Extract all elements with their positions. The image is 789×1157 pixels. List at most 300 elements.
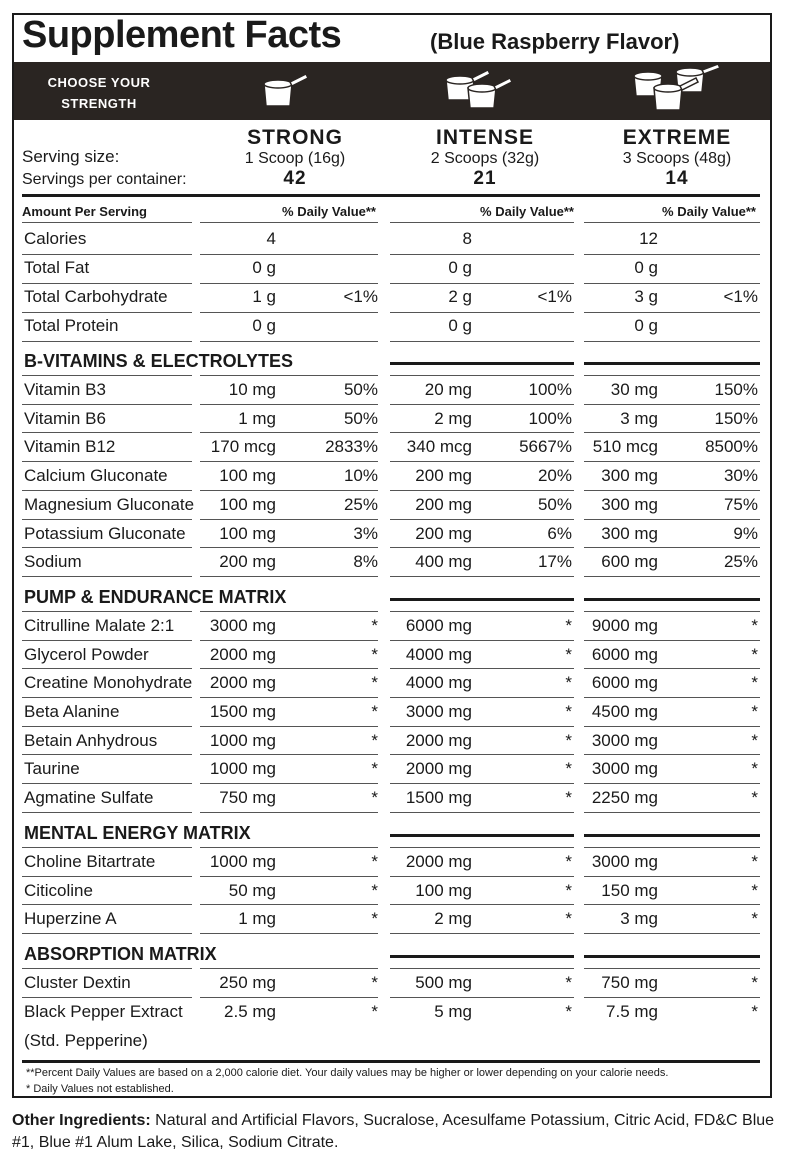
- row-rule: [390, 461, 574, 462]
- nutrient-amount: 150 mg: [601, 880, 658, 900]
- row-rule: [390, 640, 574, 641]
- row-rule: [584, 283, 760, 284]
- nutrient-dv: 100%: [528, 380, 572, 399]
- row-rule: [22, 611, 192, 612]
- row-rule: [200, 341, 378, 342]
- row-rule: [200, 697, 378, 698]
- nutrient-amount: 3000 mg: [591, 730, 658, 750]
- nutrient-dv: 6%: [547, 523, 572, 543]
- servings-extreme: 14: [665, 168, 689, 189]
- dv-header-strong: % Daily Value**: [282, 204, 376, 219]
- row-rule: [22, 490, 192, 491]
- servings-intense: 21: [473, 168, 497, 189]
- nutrient-dv: *: [751, 615, 758, 635]
- nutrient-dv: 10%: [343, 466, 378, 486]
- row-rule: [200, 812, 378, 813]
- tier-intense-title: INTENSE: [435, 126, 534, 149]
- row-rule: [584, 726, 760, 727]
- nutrient-amount: 2 mg: [434, 408, 472, 428]
- section-rule: [584, 955, 760, 958]
- nutrient-amount: 20 mg: [424, 380, 472, 399]
- nutrient-dv: 17%: [537, 552, 572, 572]
- nutrient-dv: 8500%: [705, 437, 758, 457]
- nutrient-dv: 2833%: [325, 437, 378, 457]
- nutrient-amount: 2000 mg: [405, 759, 472, 779]
- row-rule: [390, 312, 574, 313]
- nutrient-amount: 100 mg: [415, 880, 472, 900]
- row-rule: [200, 668, 378, 669]
- nutrient-dv: *: [751, 788, 758, 808]
- nutrient-dv: *: [751, 730, 758, 750]
- nutrient-amount: 500 mg: [415, 972, 472, 992]
- nutrient-amount: 0 g: [634, 316, 658, 335]
- nutrient-amount: 170 mcg: [210, 437, 276, 457]
- section-rule: [584, 834, 760, 837]
- servings-per-container-label: Servings per container:: [22, 171, 187, 188]
- nutrient-dv: *: [371, 673, 378, 693]
- row-rule: [200, 876, 378, 877]
- row-rule: [22, 341, 192, 342]
- nutrient-amount: 3 g: [634, 287, 658, 306]
- row-rule: [390, 375, 574, 376]
- row-rule: [22, 997, 192, 998]
- nutrient-amount: 3 mg: [620, 909, 658, 929]
- nutrient-dv: 20%: [537, 466, 572, 486]
- row-rule: [200, 847, 378, 848]
- nutrient-name: Cluster Dextin: [24, 972, 131, 992]
- row-rule: [200, 312, 378, 313]
- nutrient-name: Sodium: [24, 552, 82, 572]
- row-rule: [22, 754, 192, 755]
- row-rule: [390, 997, 574, 998]
- nutrient-amount: 3 mg: [620, 408, 658, 428]
- section-rule: [584, 598, 760, 601]
- row-rule: [390, 576, 574, 577]
- row-rule: [22, 312, 192, 313]
- three-scoops-icon: [632, 62, 732, 120]
- tier-strong-title: STRONG: [247, 126, 343, 149]
- row-rule: [200, 968, 378, 969]
- row-rule: [584, 312, 760, 313]
- nutrient-dv: *: [751, 972, 758, 992]
- nutrient-name: Creatine Monohydrate: [24, 673, 193, 693]
- nutrient-name: Vitamin B12: [24, 437, 116, 457]
- row-rule: [390, 933, 574, 934]
- nutrient-dv: *: [371, 730, 378, 750]
- row-rule: [200, 375, 378, 376]
- nutrient-amount: 2000 mg: [209, 673, 276, 693]
- row-rule: [390, 847, 574, 848]
- nutrient-dv: <1%: [723, 287, 758, 306]
- row-rule: [584, 222, 760, 223]
- nutrient-dv: *: [565, 851, 572, 871]
- nutrient-dv: *: [371, 702, 378, 721]
- row-rule: [390, 668, 574, 669]
- nutrient-amount: 4000 mg: [405, 673, 472, 693]
- nutrient-amount: 1500 mg: [209, 702, 276, 721]
- nutrient-name: Calcium Gluconate: [24, 466, 168, 486]
- row-rule: [22, 375, 192, 376]
- nutrient-amount: 6000 mg: [405, 615, 472, 635]
- nutrient-amount: 2250 mg: [591, 788, 658, 808]
- nutrient-name: Citicoline: [24, 880, 93, 900]
- nutrient-dv: *: [371, 644, 378, 664]
- nutrient-amount: 750 mg: [219, 788, 276, 808]
- row-rule: [390, 611, 574, 612]
- row-rule: [200, 640, 378, 641]
- nutrient-dv: *: [565, 615, 572, 635]
- other-ingredients-label: Other Ingredients:: [12, 1112, 151, 1129]
- nutrient-amount: 100 mg: [219, 523, 276, 543]
- nutrient-dv: *: [751, 702, 758, 721]
- nutrient-dv: *: [751, 851, 758, 871]
- row-rule: [584, 341, 760, 342]
- nutrient-amount: 2000 mg: [209, 644, 276, 664]
- section-title: B-VITAMINS & ELECTROLYTES: [24, 351, 294, 371]
- nutrient-dv: *: [371, 909, 378, 929]
- nutrient-amount: 4: [266, 229, 276, 248]
- serving-size-extreme: 3 Scoops (48g): [622, 150, 732, 167]
- nutrient-dv: *: [565, 644, 572, 664]
- row-rule: [22, 847, 192, 848]
- other-ingredients: [12, 1110, 782, 1154]
- row-rule: [584, 461, 760, 462]
- tier-extreme-title: EXTREME: [622, 126, 732, 149]
- dv-header-intense: % Daily Value**: [480, 204, 574, 219]
- row-rule: [390, 283, 574, 284]
- nutrient-dv: 50%: [343, 408, 378, 428]
- nutrient-dv: *: [751, 673, 758, 693]
- section-rule: [390, 955, 574, 958]
- nutrient-amount: 300 mg: [601, 466, 658, 486]
- row-rule: [390, 490, 574, 491]
- nutrient-dv: *: [371, 759, 378, 779]
- row-rule: [200, 933, 378, 934]
- nutrient-amount: 200 mg: [415, 523, 472, 543]
- section-rule: [390, 834, 574, 837]
- row-rule: [584, 783, 760, 784]
- nutrient-name: Betain Anhydrous: [24, 730, 158, 750]
- amount-per-serving-label: Amount Per Serving: [22, 204, 147, 219]
- nutrient-dv: 5667%: [519, 437, 572, 457]
- row-rule: [584, 876, 760, 877]
- nutrient-amount: 9000 mg: [591, 615, 658, 635]
- nutrient-amount: 2 mg: [434, 909, 472, 929]
- nutrient-dv: 25%: [723, 552, 758, 572]
- nutrient-amount: 250 mg: [219, 972, 276, 992]
- row-rule: [390, 783, 574, 784]
- nutrient-amount: 510 mcg: [592, 437, 658, 457]
- nutrient-amount: 200 mg: [415, 494, 472, 514]
- nutrient-name: Total Protein: [24, 316, 119, 335]
- row-rule: [22, 783, 192, 784]
- nutrient-name: Black Pepper Extract: [24, 1001, 183, 1021]
- row-rule: [22, 432, 192, 433]
- nutrient-amount: 3000 mg: [405, 702, 472, 721]
- nutrient-dv: 150%: [714, 380, 758, 399]
- one-scoop-icon: [256, 62, 316, 120]
- nutrient-name: Total Carbohydrate: [24, 287, 168, 306]
- label-title: Supplement Facts: [22, 14, 342, 56]
- row-rule: [200, 254, 378, 255]
- nutrient-amount: 1000 mg: [209, 759, 276, 779]
- nutrient-name: Glycerol Powder: [24, 644, 149, 664]
- nutrient-name: Magnesium Gluconate: [24, 494, 195, 514]
- row-rule: [390, 726, 574, 727]
- nutrient-amount: 3000 mg: [591, 851, 658, 871]
- row-rule: [390, 404, 574, 405]
- nutrient-dv: *: [371, 1001, 378, 1021]
- serving-size-intense: 2 Scoops (32g): [430, 150, 540, 167]
- nutrient-amount: 5 mg: [434, 1001, 472, 1021]
- row-rule: [200, 283, 378, 284]
- row-rule: [22, 640, 192, 641]
- nutrient-dv: *: [565, 1001, 572, 1021]
- row-rule: [584, 812, 760, 813]
- nutrient-dv: 9%: [733, 523, 758, 543]
- nutrient-dv: *: [565, 909, 572, 929]
- row-rule: [390, 697, 574, 698]
- row-rule: [584, 576, 760, 577]
- row-rule: [390, 904, 574, 905]
- nutrient-dv: <1%: [343, 287, 378, 306]
- row-rule: [584, 668, 760, 669]
- dv-header-extreme: % Daily Value**: [662, 204, 756, 219]
- row-rule: [584, 640, 760, 641]
- row-rule: [584, 254, 760, 255]
- row-rule: [390, 876, 574, 877]
- nutrient-dv: *: [565, 972, 572, 992]
- row-rule: [390, 754, 574, 755]
- nutrient-name: Potassium Gluconate: [24, 523, 186, 543]
- row-rule: [584, 404, 760, 405]
- row-rule: [584, 997, 760, 998]
- serving-size-strong: 1 Scoop (16g): [244, 150, 346, 167]
- row-rule: [22, 547, 192, 548]
- nutrient-dv: *: [565, 880, 572, 900]
- nutrient-name: Taurine: [24, 759, 80, 779]
- nutrient-dv: *: [751, 880, 758, 900]
- row-rule: [390, 222, 574, 223]
- row-rule: [390, 432, 574, 433]
- nutrient-amount: 4500 mg: [591, 702, 658, 721]
- nutrient-amount: 200 mg: [219, 552, 276, 572]
- row-rule: [390, 968, 574, 969]
- nutrient-amount: 4000 mg: [405, 644, 472, 664]
- nutrient-amount: 0 g: [448, 258, 472, 277]
- nutrient-amount: 1000 mg: [209, 851, 276, 871]
- row-rule: [200, 726, 378, 727]
- nutrient-dv: *: [565, 788, 572, 808]
- nutrient-dv: *: [565, 673, 572, 693]
- nutrient-subname: (Std. Pepperine): [24, 1030, 148, 1050]
- row-rule: [584, 547, 760, 548]
- nutrient-amount: 100 mg: [219, 494, 276, 514]
- nutrient-amount: 600 mg: [601, 552, 658, 572]
- row-rule: [584, 847, 760, 848]
- nutrient-amount: 1500 mg: [405, 788, 472, 808]
- row-rule: [22, 726, 192, 727]
- nutrient-amount: 1000 mg: [209, 730, 276, 750]
- nutrient-amount: 300 mg: [601, 494, 658, 514]
- nutrient-amount: 3000 mg: [209, 615, 276, 635]
- section-title: ABSORPTION MATRIX: [24, 943, 217, 964]
- row-rule: [22, 576, 192, 577]
- row-rule: [200, 432, 378, 433]
- row-rule: [200, 611, 378, 612]
- nutrient-dv: *: [565, 759, 572, 779]
- nutrient-name: Huperzine A: [24, 909, 117, 929]
- row-rule: [22, 404, 192, 405]
- nutrient-amount: 0 g: [634, 258, 658, 277]
- nutrient-dv: 30%: [723, 466, 758, 486]
- row-rule: [390, 519, 574, 520]
- nutrient-amount: 2 g: [448, 287, 472, 306]
- nutrient-amount: 7.5 mg: [606, 1001, 658, 1021]
- servings-strong: 42: [283, 168, 307, 189]
- nutrient-amount: 0 g: [448, 316, 472, 335]
- nutrient-amount: 1 mg: [238, 408, 276, 428]
- nutrient-name: Agmatine Sulfate: [24, 788, 154, 808]
- row-rule: [584, 519, 760, 520]
- nutrient-dv: 100%: [528, 408, 572, 428]
- nutrient-name: Vitamin B6: [24, 408, 106, 428]
- row-rule: [22, 968, 192, 969]
- row-rule: [584, 697, 760, 698]
- row-rule: [584, 904, 760, 905]
- nutrient-dv: <1%: [537, 287, 572, 306]
- nutrient-amount: 2000 mg: [405, 851, 472, 871]
- row-rule: [584, 432, 760, 433]
- row-rule: [22, 876, 192, 877]
- row-rule: [22, 668, 192, 669]
- footnote-rule: [22, 1060, 760, 1063]
- row-rule: [390, 812, 574, 813]
- row-rule: [200, 904, 378, 905]
- section-rule: [390, 598, 574, 601]
- nutrient-dv: 50%: [537, 494, 572, 514]
- row-rule: [584, 968, 760, 969]
- nutrient-dv: *: [371, 880, 378, 900]
- nutrient-amount: 750 mg: [601, 972, 658, 992]
- row-rule: [200, 997, 378, 998]
- nutrient-amount: 6000 mg: [591, 673, 658, 693]
- nutrient-amount: 50 mg: [228, 880, 276, 900]
- nutrient-dv: 50%: [343, 380, 378, 399]
- nutrient-amount: 2000 mg: [405, 730, 472, 750]
- row-rule: [584, 375, 760, 376]
- nutrient-amount: 30 mg: [610, 380, 658, 399]
- nutrient-amount: 8: [462, 229, 472, 248]
- row-rule: [390, 341, 574, 342]
- nutrient-name: Total Fat: [24, 258, 90, 277]
- row-rule: [22, 461, 192, 462]
- nutrient-amount: 10 mg: [228, 380, 276, 399]
- nutrient-amount: 0 g: [252, 258, 276, 277]
- row-rule: [22, 812, 192, 813]
- row-rule: [200, 461, 378, 462]
- row-rule: [584, 754, 760, 755]
- nutrient-dv: *: [751, 644, 758, 664]
- nutrient-dv: 8%: [353, 552, 378, 572]
- row-rule: [200, 576, 378, 577]
- nutrient-dv: *: [371, 851, 378, 871]
- nutrient-amount: 1 mg: [238, 909, 276, 929]
- nutrient-dv: *: [751, 759, 758, 779]
- row-rule: [584, 611, 760, 612]
- row-rule: [22, 254, 192, 255]
- nutrient-amount: 100 mg: [219, 466, 276, 486]
- nutrient-amount: 400 mg: [415, 552, 472, 572]
- nutrient-name: Calories: [24, 229, 87, 248]
- nutrient-amount: 300 mg: [601, 523, 658, 543]
- nutrient-name: Choline Bitartrate: [24, 851, 156, 871]
- footnote-not-established: * Daily Values not established.: [26, 1083, 174, 1095]
- nutrient-dv: *: [751, 1001, 758, 1021]
- nutrient-dv: 3%: [353, 523, 378, 543]
- row-rule: [200, 783, 378, 784]
- strength-band: [14, 62, 770, 120]
- footnote-dv: **Percent Daily Values are based on a 2,000 calorie diet. Your daily values may be higher or lower depending on your calorie needs.: [26, 1067, 669, 1079]
- row-rule: [22, 904, 192, 905]
- header-rule: [22, 194, 760, 197]
- row-rule: [200, 754, 378, 755]
- nutrient-dv: 25%: [343, 494, 378, 514]
- nutrient-dv: 75%: [723, 494, 758, 514]
- nutrient-amount: 0 g: [252, 316, 276, 335]
- nutrient-name: Vitamin B3: [24, 380, 106, 399]
- nutrient-amount: 200 mg: [415, 466, 472, 486]
- choose-strength-label: CHOOSE YOUR STRENGTH: [47, 75, 151, 111]
- section-rule: [584, 362, 760, 365]
- nutrient-dv: *: [371, 788, 378, 808]
- section-title: MENTAL ENERGY MATRIX: [24, 822, 251, 843]
- row-rule: [200, 519, 378, 520]
- nutrient-amount: 3000 mg: [591, 759, 658, 779]
- nutrient-dv: *: [371, 615, 378, 635]
- two-scoops-icon: [442, 62, 532, 120]
- nutrient-dv: *: [565, 702, 572, 721]
- nutrient-amount: 6000 mg: [591, 644, 658, 664]
- nutrient-amount: 12: [639, 229, 658, 248]
- row-rule: [390, 547, 574, 548]
- row-rule: [584, 490, 760, 491]
- nutrient-amount: 340 mcg: [406, 437, 472, 457]
- row-rule: [22, 283, 192, 284]
- nutrient-dv: *: [565, 730, 572, 750]
- flavor-name: (Blue Raspberry Flavor): [430, 29, 680, 54]
- other-ingredients-text: Natural and Artificial Flavors, Sucralose, Acesulfame Potassium, Citric Acid, FD&C Blue #1, Blue #1 Alum Lake, Silica, Sodium Citrate.: [12, 1112, 775, 1151]
- section-title: PUMP & ENDURANCE MATRIX: [24, 586, 287, 607]
- nutrient-dv: *: [371, 972, 378, 992]
- section-rule: [390, 362, 574, 365]
- row-rule: [22, 933, 192, 934]
- nutrient-name: Citrulline Malate 2:1: [24, 615, 175, 635]
- serving-size-label: Serving size:: [22, 147, 120, 166]
- row-rule: [200, 222, 378, 223]
- nutrient-name: Beta Alanine: [24, 702, 120, 721]
- row-rule: [200, 404, 378, 405]
- row-rule: [390, 254, 574, 255]
- row-rule: [200, 547, 378, 548]
- row-rule: [22, 697, 192, 698]
- row-rule: [22, 519, 192, 520]
- nutrient-amount: 2.5 mg: [224, 1001, 276, 1021]
- nutrient-amount: 1 g: [252, 287, 276, 306]
- row-rule: [584, 933, 760, 934]
- row-rule: [22, 222, 192, 223]
- nutrient-dv: *: [751, 909, 758, 929]
